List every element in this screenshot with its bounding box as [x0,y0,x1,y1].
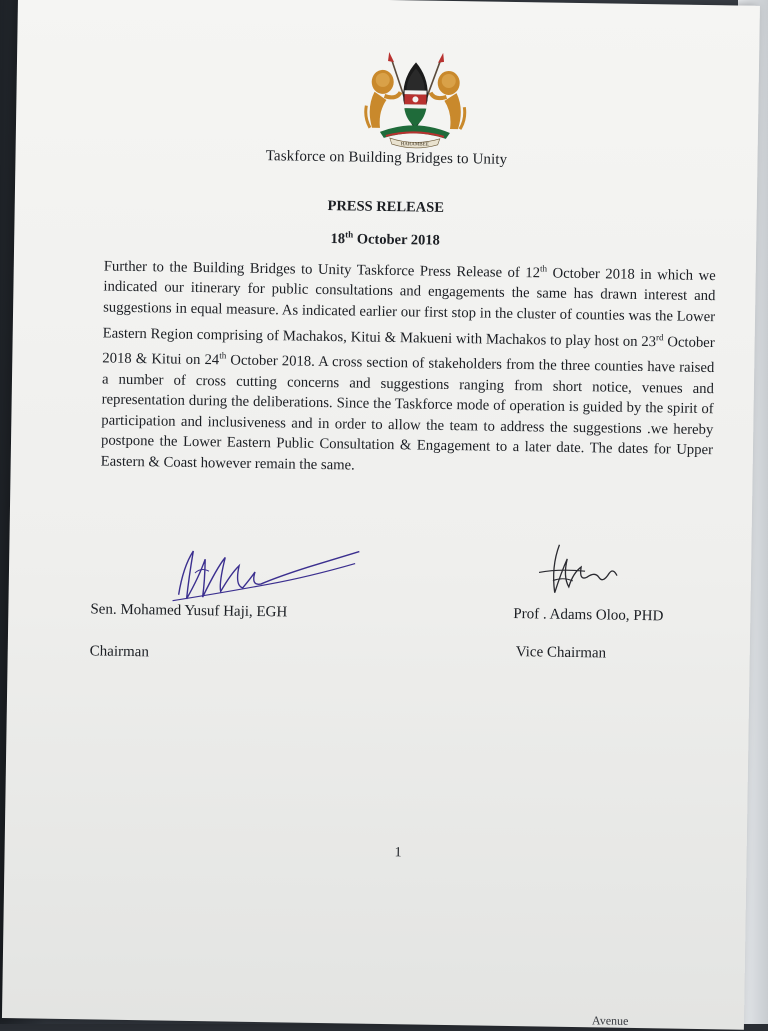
body-text-part: Further to the Building Bridges to Unity Taskforce Press Release of 12 [103,258,541,282]
chairman-signature [158,536,364,611]
press-release-page [2,0,760,1030]
kenya-coat-of-arms-icon [356,48,476,150]
chairman-title: Chairman [89,643,150,661]
body-text-part: October 2018 in which we indicated our itinerary for public consultations and engagements the same has drawn interest and suggestions in equal measure. As indicated earlier our first stop in the cluster of counties was the Lower Eastern Region comprising of Machakos, Kitui & Makueni with Machakos to play host on 23 [102,265,716,350]
date-day: 18 [330,230,346,248]
release-date [14,224,756,254]
motto-text: HARAMBEE [400,142,429,148]
body-text-part: October 2018 & Kitui on 24 [102,333,715,369]
body-text-part: October 2018. A cross section of stakeholders from the three counties have raised a number of cross cutting concerns and suggestions ranging from short notice, venues and representation during the deliberations. Since the Taskforce mode of operation is guided by the spirit of participation and inclusiveness and in order to allow the team to address the suggestions .we hereby postpone the Lower Eastern Public Consultation & Engagement to a later date. The dates for Upper Eastern & Coast however remain the same. [100,352,715,474]
vice-chairman-signature [529,536,640,600]
chairman-name: Sen. Mohamed Yusuf Haji, EGH [90,601,288,621]
vice-chairman-title: Vice Chairman [515,644,607,662]
body-paragraph [101,252,716,482]
date-suffix: th [345,229,354,240]
document-title: PRESS RELEASE [327,198,445,216]
vice-chairman-name: Prof . Adams Oloo, PHD [513,606,664,625]
ordinal-suffix: th [540,263,548,274]
organization-name: Taskforce on Building Bridges to Unity [265,148,508,168]
ordinal-suffix: rd [656,331,664,343]
next-page-fragment: Avenue [591,1013,629,1028]
page-number: 1 [394,845,402,861]
ordinal-suffix: th [219,350,227,361]
date-rest: October 2018 [353,231,440,249]
